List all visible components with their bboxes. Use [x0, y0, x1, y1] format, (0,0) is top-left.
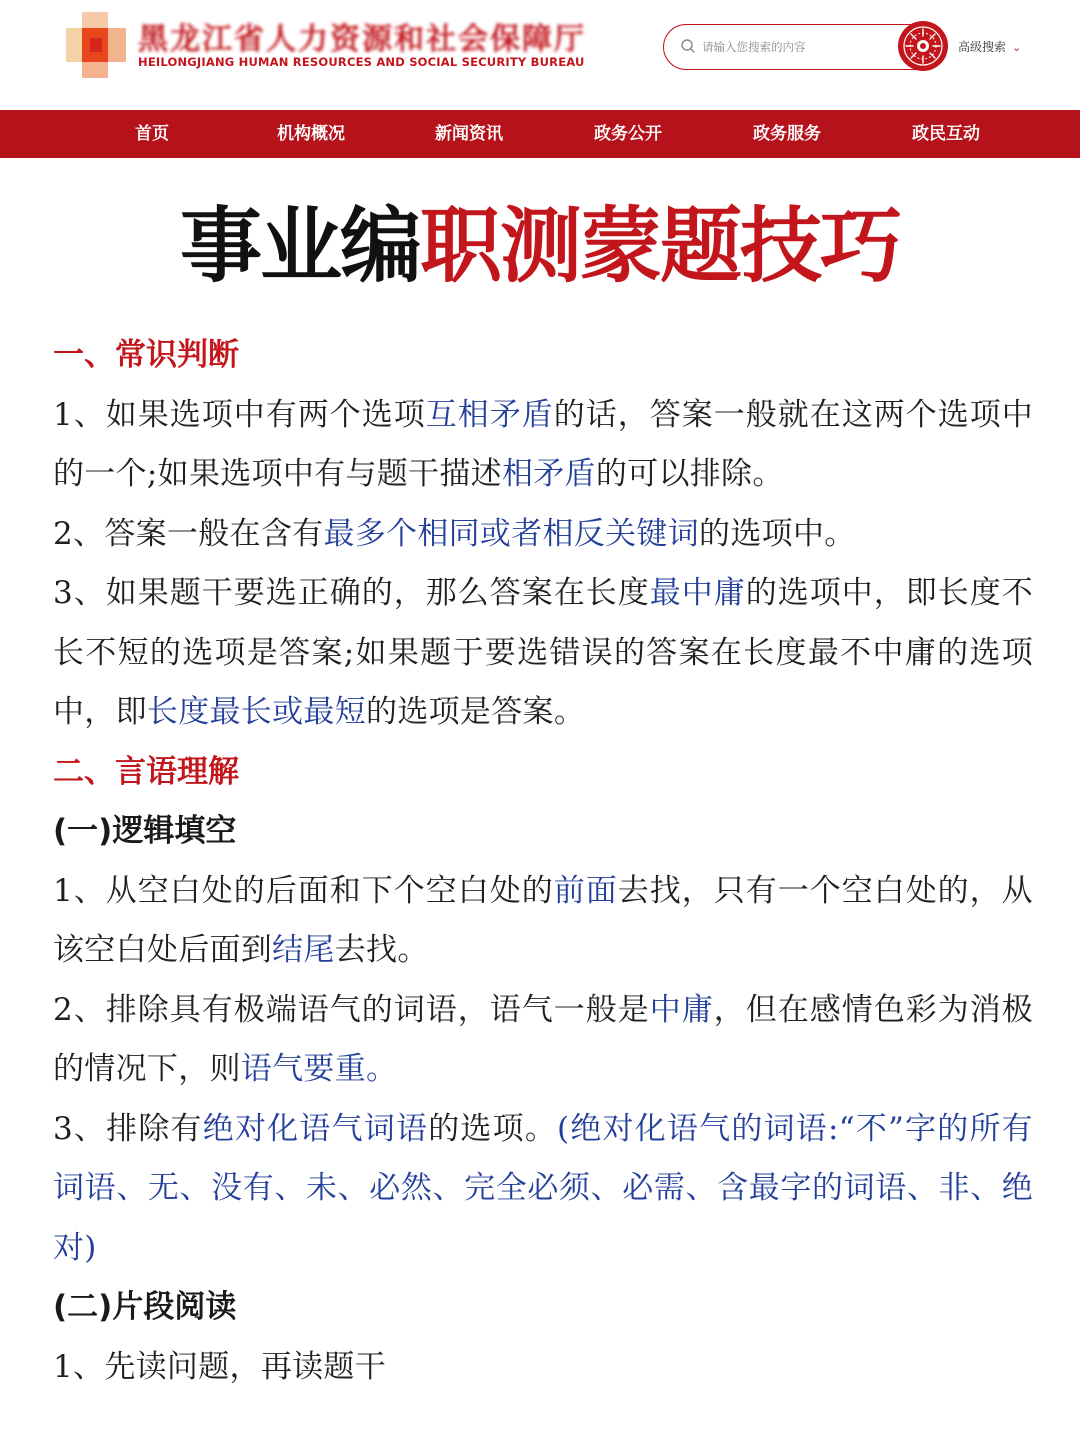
highlighted-text: (绝对化语气的词语:“不”字的所有词语、无、没有、未、必然、完全必须、必需、含最字的词语、非、绝对) — [53, 1110, 1033, 1266]
highlighted-text: 最多个相同或者相反关键词 — [323, 515, 700, 552]
org-name-en: HEILONGJIANG HUMAN RESOURCES AND SOCIAL SECURITY BUREAU — [138, 55, 585, 69]
page-title-part2: 职测蒙题技巧 — [420, 198, 901, 294]
subsection-heading: (一)逻辑填空 — [53, 813, 237, 849]
highlighted-text: 前面 — [553, 872, 618, 909]
section-heading: 一、常识判断 — [53, 337, 239, 373]
paragraph-text: 3、排除有 — [53, 1110, 203, 1147]
paragraph — [53, 1100, 1033, 1279]
chevron-down-icon: ⌄ — [1012, 41, 1022, 54]
paragraph — [53, 386, 1033, 505]
highlighted-text: 相矛盾 — [501, 456, 596, 492]
highlighted-text: 绝对化语气词语 — [202, 1110, 429, 1147]
org-name-cn: 黑龙江省人力资源和社会保障厅 — [138, 22, 586, 57]
subsection-heading: (二)片段阅读 — [53, 1289, 237, 1325]
highlighted-text: 最中庸 — [649, 575, 746, 611]
nav-item-home[interactable]: 首页 — [135, 124, 169, 144]
search-emblem-icon[interactable] — [897, 20, 949, 72]
page-title-part1: 事业编 — [179, 198, 420, 294]
paragraph — [53, 981, 1033, 1100]
paragraph-text: 的选项中，即长度不长不短的选项是答案;如果题于要选错误的答案在长度最不中庸的选项中，即 — [53, 575, 1033, 730]
highlighted-text: 长度最长或最短 — [146, 694, 367, 730]
paragraph — [53, 564, 1033, 743]
advanced-search-label: 高级搜索 — [958, 40, 1007, 54]
paragraph-text: 2、答案一般在含有 — [53, 515, 324, 552]
paragraph-text: 1、从空白处的后面和下个空白处的 — [53, 872, 554, 909]
site-logo[interactable] — [66, 12, 126, 78]
nav-item-gov-affairs[interactable]: 政务公开 — [594, 124, 662, 144]
highlighted-text: 中庸 — [649, 991, 714, 1028]
search-input[interactable] — [702, 34, 887, 60]
nav-item-organization[interactable]: 机构概况 — [277, 124, 345, 144]
highlighted-text: 结尾 — [272, 932, 335, 968]
paragraph-text: 3、如果题干要选正确的，那么答案在长度 — [53, 575, 650, 611]
nav-item-interaction[interactable]: 政民互动 — [912, 124, 980, 144]
advanced-search-link[interactable] — [958, 38, 1021, 55]
paragraph-text: 1、如果选项中有两个选项 — [53, 396, 426, 433]
article-body — [53, 326, 1033, 1397]
site-header — [0, 0, 1080, 110]
paragraph-text: 的可以排除。 — [595, 456, 784, 492]
highlighted-text: 语气要重。 — [240, 1051, 398, 1087]
paragraph — [53, 505, 1033, 565]
search-icon — [680, 38, 696, 54]
paragraph — [53, 862, 1033, 981]
paragraph-text: 的选项。 — [428, 1110, 558, 1147]
main-nav — [0, 110, 1080, 158]
paragraph — [53, 1338, 1033, 1398]
highlighted-text: 互相矛盾 — [425, 396, 554, 433]
page-title — [0, 196, 1080, 296]
paragraph-text: 的话，答案一般就在这两个选项中的一个;如果选项中有与题干描述 — [53, 396, 1034, 492]
nav-item-gov-services[interactable]: 政务服务 — [753, 124, 821, 144]
paragraph-text: 去找，只有一个空白处的，从该空白处后面到 — [53, 872, 1033, 968]
paragraph-text: 的选项中。 — [699, 515, 856, 552]
section-heading: 二、言语理解 — [53, 753, 239, 790]
nav-item-news[interactable]: 新闻资讯 — [435, 124, 503, 144]
paragraph-text: 的选项是答案。 — [366, 694, 586, 730]
paragraph-text: 1、先读问题，再读题干 — [53, 1348, 387, 1385]
paragraph-text: ，但在感情色彩为消极的情况下，则 — [53, 991, 1033, 1087]
paragraph-text: 去找。 — [334, 932, 429, 968]
paragraph-text: 2、排除具有极端语气的词语，语气一般是 — [53, 991, 650, 1028]
